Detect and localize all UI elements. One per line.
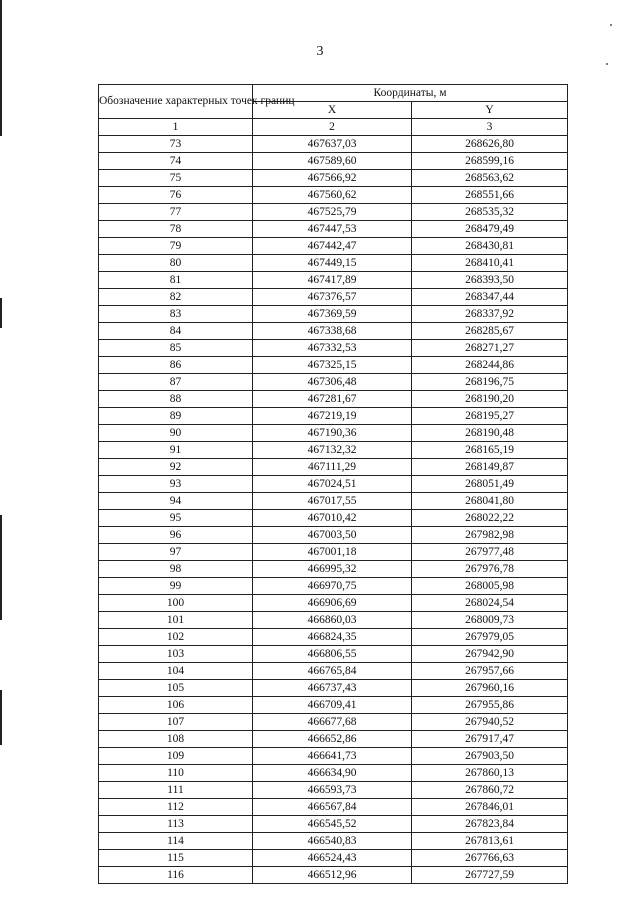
y-coordinate-cell: 268535,32	[412, 204, 568, 221]
x-column-header: X	[253, 102, 412, 119]
table-row	[99, 391, 568, 408]
point-number-cell: 74	[99, 153, 253, 170]
y-coordinate-cell: 267860,13	[412, 765, 568, 782]
table-row	[99, 425, 568, 442]
y-coordinate-cell: 268196,75	[412, 374, 568, 391]
x-coordinate-cell: 467338,68	[253, 323, 412, 340]
table-row	[99, 663, 568, 680]
left-margin-mark	[0, 298, 2, 328]
table-row	[99, 323, 568, 340]
point-number-cell: 88	[99, 391, 253, 408]
x-coordinate-cell: 467219,19	[253, 408, 412, 425]
scan-speck	[610, 24, 612, 26]
x-coordinate-cell: 466677,68	[253, 714, 412, 731]
y-coordinate-cell: 268022,22	[412, 510, 568, 527]
y-coordinate-cell: 268393,50	[412, 272, 568, 289]
x-coordinate-cell: 467442,47	[253, 238, 412, 255]
point-number-cell: 87	[99, 374, 253, 391]
x-coordinate-cell: 467003,50	[253, 527, 412, 544]
point-number-cell: 77	[99, 204, 253, 221]
point-number-cell: 100	[99, 595, 253, 612]
table-row	[99, 187, 568, 204]
x-coordinate-cell: 467024,51	[253, 476, 412, 493]
x-coordinate-cell: 467190,36	[253, 425, 412, 442]
point-number-cell: 83	[99, 306, 253, 323]
table-row	[99, 816, 568, 833]
x-coordinate-cell: 467417,89	[253, 272, 412, 289]
x-coordinate-cell: 466540,83	[253, 833, 412, 850]
y-coordinate-cell: 268599,16	[412, 153, 568, 170]
y-coordinate-cell: 267979,05	[412, 629, 568, 646]
y-coordinate-cell: 267957,66	[412, 663, 568, 680]
point-number-cell: 82	[99, 289, 253, 306]
table-row	[99, 612, 568, 629]
x-coordinate-cell: 467111,29	[253, 459, 412, 476]
left-margin-mark	[0, 515, 2, 620]
table-row	[99, 170, 568, 187]
y-coordinate-cell: 267823,84	[412, 816, 568, 833]
x-coordinate-cell: 466806,55	[253, 646, 412, 663]
point-number-cell: 94	[99, 493, 253, 510]
y-coordinate-cell: 268271,27	[412, 340, 568, 357]
table-row	[99, 357, 568, 374]
point-number-cell: 110	[99, 765, 253, 782]
table-row	[99, 136, 568, 153]
x-coordinate-cell: 466652,86	[253, 731, 412, 748]
y-coordinate-cell: 268347,44	[412, 289, 568, 306]
x-coordinate-cell: 466634,90	[253, 765, 412, 782]
table-row	[99, 867, 568, 884]
y-coordinate-cell: 267917,47	[412, 731, 568, 748]
point-number-cell: 93	[99, 476, 253, 493]
y-coordinate-cell: 268626,80	[412, 136, 568, 153]
table-row	[99, 442, 568, 459]
x-coordinate-cell: 467010,42	[253, 510, 412, 527]
table-row	[99, 527, 568, 544]
x-coordinate-cell: 466995,32	[253, 561, 412, 578]
y-coordinate-cell: 268551,66	[412, 187, 568, 204]
x-coordinate-cell: 466824,35	[253, 629, 412, 646]
table-row	[99, 731, 568, 748]
table-row	[99, 561, 568, 578]
table-row	[99, 459, 568, 476]
x-coordinate-cell: 466970,75	[253, 578, 412, 595]
point-number-cell: 89	[99, 408, 253, 425]
column-index: 2	[253, 119, 412, 136]
y-coordinate-cell: 268149,87	[412, 459, 568, 476]
point-number-cell: 102	[99, 629, 253, 646]
x-coordinate-cell: 467566,92	[253, 170, 412, 187]
x-coordinate-cell: 467560,62	[253, 187, 412, 204]
y-coordinate-cell: 267846,01	[412, 799, 568, 816]
x-coordinate-cell: 467017,55	[253, 493, 412, 510]
point-number-cell: 92	[99, 459, 253, 476]
table-row	[99, 782, 568, 799]
y-coordinate-cell: 268024,54	[412, 595, 568, 612]
x-coordinate-cell: 466737,43	[253, 680, 412, 697]
left-margin-mark	[0, 690, 2, 745]
table-row	[99, 340, 568, 357]
y-coordinate-cell: 268051,49	[412, 476, 568, 493]
table-row	[99, 799, 568, 816]
y-coordinate-cell: 267982,98	[412, 527, 568, 544]
table-row	[99, 697, 568, 714]
y-coordinate-cell: 267977,48	[412, 544, 568, 561]
x-coordinate-cell: 466524,43	[253, 850, 412, 867]
point-number-cell: 90	[99, 425, 253, 442]
y-coordinate-cell: 268195,27	[412, 408, 568, 425]
table-row	[99, 493, 568, 510]
point-number-cell: 116	[99, 867, 253, 884]
table-row	[99, 408, 568, 425]
table-row	[99, 748, 568, 765]
point-number-cell: 99	[99, 578, 253, 595]
point-number-cell: 98	[99, 561, 253, 578]
table-row	[99, 680, 568, 697]
point-number-cell: 96	[99, 527, 253, 544]
table-row	[99, 255, 568, 272]
y-column-header: Y	[412, 102, 568, 119]
table-row	[99, 578, 568, 595]
y-coordinate-cell: 267727,59	[412, 867, 568, 884]
y-coordinate-cell: 268410,41	[412, 255, 568, 272]
y-coordinate-cell: 267766,63	[412, 850, 568, 867]
y-coordinate-cell: 267903,50	[412, 748, 568, 765]
point-number-cell: 80	[99, 255, 253, 272]
point-number-cell: 95	[99, 510, 253, 527]
point-number-cell: 109	[99, 748, 253, 765]
x-coordinate-cell: 466860,03	[253, 612, 412, 629]
table-row	[99, 374, 568, 391]
x-coordinate-cell: 467306,48	[253, 374, 412, 391]
y-coordinate-cell: 267860,72	[412, 782, 568, 799]
x-coordinate-cell: 467325,15	[253, 357, 412, 374]
page-number: 3	[316, 44, 324, 59]
table-row	[99, 765, 568, 782]
y-coordinate-cell: 267813,61	[412, 833, 568, 850]
y-coordinate-cell: 268009,73	[412, 612, 568, 629]
table-row	[99, 204, 568, 221]
point-number-cell: 104	[99, 663, 253, 680]
point-number-cell: 81	[99, 272, 253, 289]
point-number-cell: 108	[99, 731, 253, 748]
x-coordinate-cell: 466512,96	[253, 867, 412, 884]
point-number-cell: 112	[99, 799, 253, 816]
y-coordinate-cell: 268165,19	[412, 442, 568, 459]
x-coordinate-cell: 466545,52	[253, 816, 412, 833]
x-coordinate-cell: 467376,57	[253, 289, 412, 306]
x-coordinate-cell: 467589,60	[253, 153, 412, 170]
table-row	[99, 476, 568, 493]
y-coordinate-cell: 268337,92	[412, 306, 568, 323]
x-coordinate-cell: 467637,03	[253, 136, 412, 153]
y-coordinate-cell: 268244,86	[412, 357, 568, 374]
x-coordinate-cell: 466567,84	[253, 799, 412, 816]
point-number-cell: 107	[99, 714, 253, 731]
table-row	[99, 850, 568, 867]
point-number-cell: 91	[99, 442, 253, 459]
table-row	[99, 272, 568, 289]
column-index: 1	[99, 119, 253, 136]
table-header-row	[99, 85, 568, 102]
point-number-cell: 97	[99, 544, 253, 561]
table-row	[99, 153, 568, 170]
y-coordinate-cell: 267940,52	[412, 714, 568, 731]
x-coordinate-cell: 466906,69	[253, 595, 412, 612]
scan-speck	[606, 63, 608, 65]
y-coordinate-cell: 268430,81	[412, 238, 568, 255]
point-number-cell: 73	[99, 136, 253, 153]
y-coordinate-cell: 268005,98	[412, 578, 568, 595]
table-body	[99, 136, 568, 884]
point-number-cell: 85	[99, 340, 253, 357]
x-coordinate-cell: 467281,67	[253, 391, 412, 408]
x-coordinate-cell: 467332,53	[253, 340, 412, 357]
point-number-cell: 106	[99, 697, 253, 714]
table-row	[99, 544, 568, 561]
point-number-cell: 75	[99, 170, 253, 187]
x-coordinate-cell: 467525,79	[253, 204, 412, 221]
column-index-row	[99, 119, 568, 136]
table-row	[99, 221, 568, 238]
y-coordinate-cell: 268041,80	[412, 493, 568, 510]
coordinates-header: Координаты, м	[253, 85, 568, 102]
point-number-cell: 79	[99, 238, 253, 255]
table-row	[99, 306, 568, 323]
point-number-cell: 86	[99, 357, 253, 374]
table-row	[99, 629, 568, 646]
point-number-cell: 115	[99, 850, 253, 867]
boundary-points-table	[98, 84, 568, 884]
x-coordinate-cell: 466593,73	[253, 782, 412, 799]
y-coordinate-cell: 267955,86	[412, 697, 568, 714]
point-number-cell: 78	[99, 221, 253, 238]
point-number-cell: 84	[99, 323, 253, 340]
y-coordinate-cell: 267960,16	[412, 680, 568, 697]
x-coordinate-cell: 467132,32	[253, 442, 412, 459]
y-coordinate-cell: 268285,67	[412, 323, 568, 340]
y-coordinate-cell: 267976,78	[412, 561, 568, 578]
left-margin-mark	[0, 0, 2, 136]
y-coordinate-cell: 268190,48	[412, 425, 568, 442]
point-number-cell: 111	[99, 782, 253, 799]
point-number-cell: 101	[99, 612, 253, 629]
x-coordinate-cell: 466709,41	[253, 697, 412, 714]
table-row	[99, 238, 568, 255]
table-row	[99, 289, 568, 306]
point-number-cell: 113	[99, 816, 253, 833]
y-coordinate-cell: 267942,90	[412, 646, 568, 663]
table-row	[99, 510, 568, 527]
x-coordinate-cell: 467447,53	[253, 221, 412, 238]
table-row	[99, 595, 568, 612]
point-number-cell: 114	[99, 833, 253, 850]
table-row	[99, 833, 568, 850]
y-coordinate-cell: 268563,62	[412, 170, 568, 187]
table-row	[99, 646, 568, 663]
point-designation-header: Обозначение характерных точек границ	[99, 85, 253, 119]
point-number-cell: 105	[99, 680, 253, 697]
x-coordinate-cell: 466641,73	[253, 748, 412, 765]
point-number-cell: 76	[99, 187, 253, 204]
y-coordinate-cell: 268479,49	[412, 221, 568, 238]
x-coordinate-cell: 467369,59	[253, 306, 412, 323]
x-coordinate-cell: 467449,15	[253, 255, 412, 272]
x-coordinate-cell: 466765,84	[253, 663, 412, 680]
column-index: 3	[412, 119, 568, 136]
x-coordinate-cell: 467001,18	[253, 544, 412, 561]
point-number-cell: 103	[99, 646, 253, 663]
table-row	[99, 714, 568, 731]
y-coordinate-cell: 268190,20	[412, 391, 568, 408]
